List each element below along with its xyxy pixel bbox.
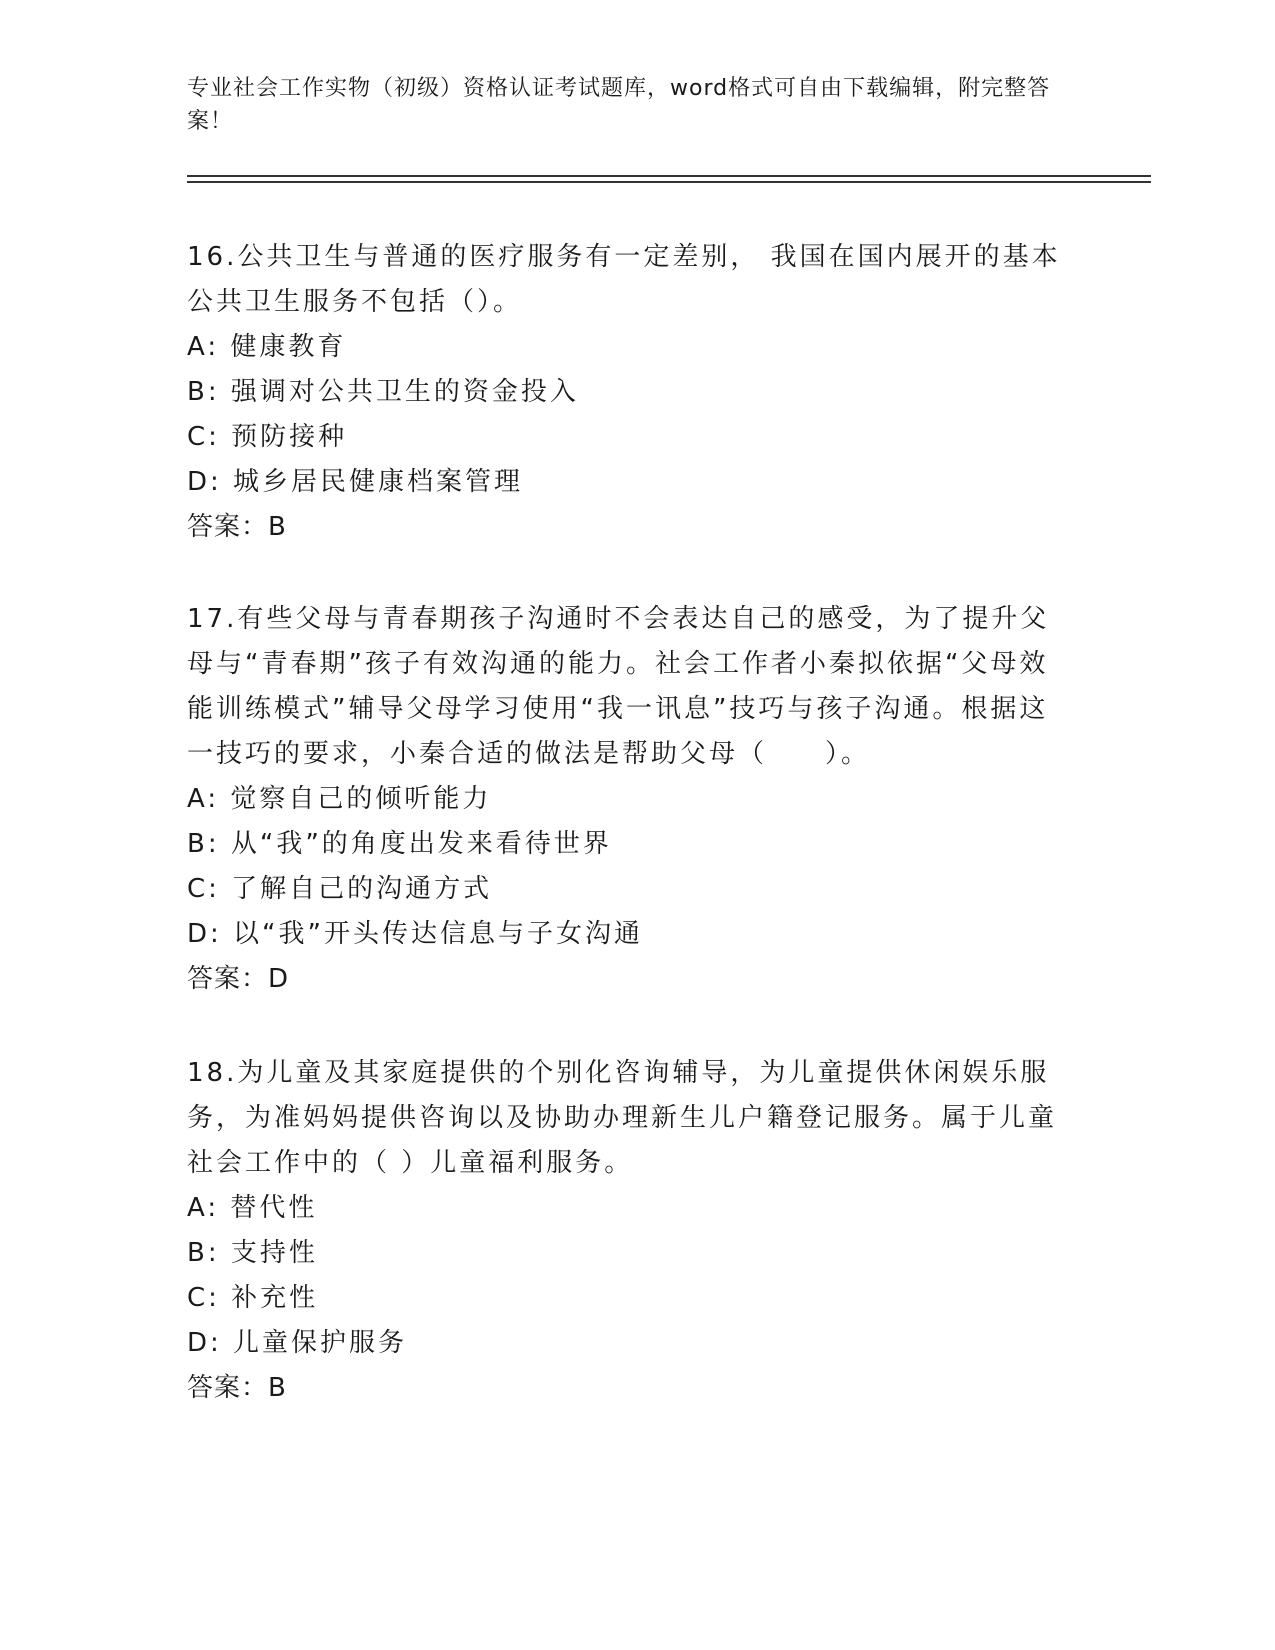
question-17 [187, 597, 1067, 1002]
option-d: D: 城乡居民健康档案管理 [187, 467, 524, 497]
question-16 [187, 235, 1067, 550]
answer-line: 答案：B [187, 1373, 287, 1403]
option-a: A: 替代性 [187, 1193, 318, 1223]
option-d: D: 儿童保护服务 [187, 1328, 408, 1358]
question-stem: 17.有些父母与青春期孩子沟通时不会表达自己的感受，为了提升父母与“青春期”孩子有效沟通的能力。社会工作者小秦拟依据“父母效能训练模式”辅导父母学习使用“我一讯息”技巧与孩子沟通。根据这一技巧的要求，小秦合适的做法是帮助父母（ ）。 [187, 604, 1050, 769]
option-c: C: 补充性 [187, 1283, 319, 1313]
header-divider-top [187, 175, 1151, 177]
option-a: A: 觉察自己的倾听能力 [187, 784, 492, 814]
answer-line: 答案：D [187, 964, 290, 994]
option-b: B: 强调对公共卫生的资金投入 [187, 377, 579, 407]
option-c: C: 了解自己的沟通方式 [187, 874, 493, 904]
option-a: A: 健康教育 [187, 332, 347, 362]
question-stem: 16.公共卫生与普通的医疗服务有一定差别， 我国在国内展开的基本公共卫生服务不包括（）。 [187, 242, 1061, 317]
option-c: C: 预防接种 [187, 422, 348, 452]
question-18 [187, 1051, 1067, 1411]
document-header: 专业社会工作实物（初级）资格认证考试题库，word格式可自由下载编辑，附完整答案！ [187, 76, 1051, 134]
option-b: B: 支持性 [187, 1238, 318, 1268]
header-divider-bottom [187, 181, 1151, 183]
option-d: D: 以“我”开头传达信息与子女沟通 [187, 919, 643, 949]
answer-line: 答案：B [187, 512, 287, 542]
option-b: B: 从“我”的角度出发来看待世界 [187, 829, 612, 859]
question-stem: 18.为儿童及其家庭提供的个别化咨询辅导，为儿童提供休闲娱乐服务，为准妈妈提供咨询以及协助办理新生儿户籍登记服务。属于儿童社会工作中的（ ）儿童福利服务。 [187, 1058, 1058, 1178]
